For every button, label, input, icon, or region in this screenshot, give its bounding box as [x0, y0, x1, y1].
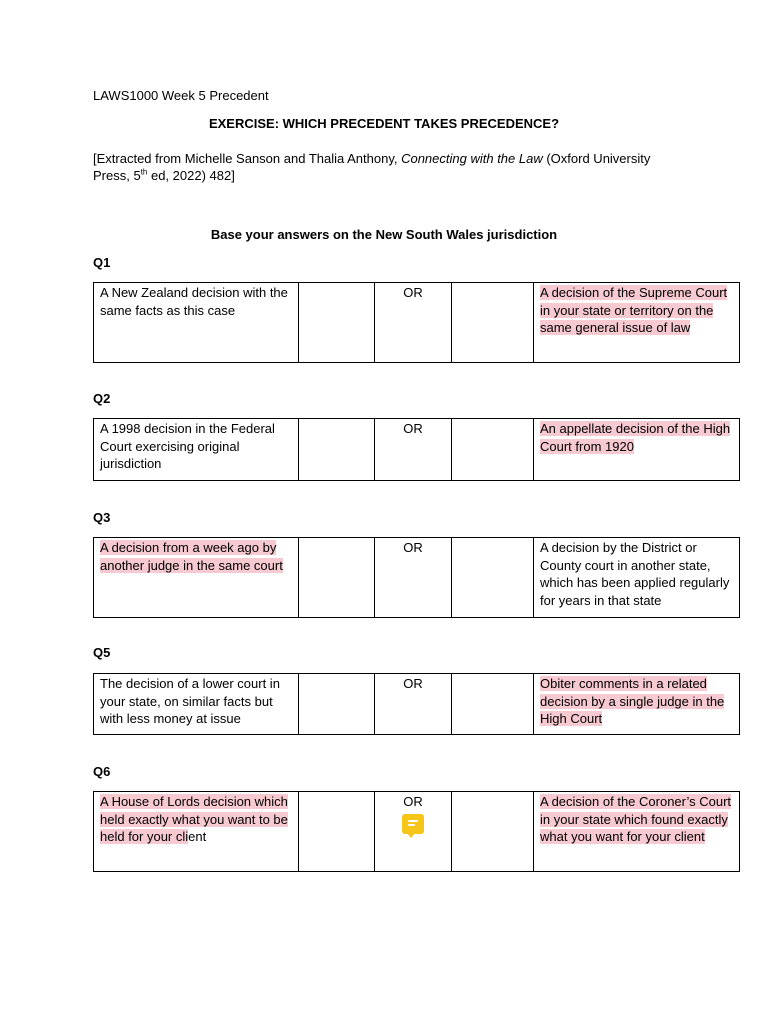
citation-superscript: th [140, 167, 148, 177]
option-right-text: An appellate decision of the High Court from 1920 [540, 421, 731, 454]
answer-cell-left-q1[interactable] [299, 283, 375, 363]
citation [93, 150, 673, 184]
option-right-q2 [534, 419, 740, 481]
option-right-text: A decision of the Coroner’s Court in your state which found exactly what you want for your client [540, 794, 732, 844]
option-right-q6 [534, 792, 740, 872]
citation-part2: (Oxford University Press, 5 [93, 151, 651, 183]
course-line: LAWS1000 Week 5 Precedent [93, 88, 269, 103]
option-right-text: Obiter comments in a related decision by a single judge in the High Court [540, 676, 725, 726]
answer-cell-right-q5[interactable] [452, 674, 534, 735]
answer-cell-right-q1[interactable] [452, 283, 534, 363]
option-right-text: A decision by the District or County court in another state, which has been applied regularly for years in that state [540, 540, 730, 608]
or-cell-q2 [375, 419, 452, 481]
option-left-text: A 1998 decision in the Federal Court exercising original jurisdiction [100, 421, 275, 471]
question-label-q5: Q5 [93, 645, 111, 660]
question-table-q5 [93, 673, 740, 735]
citation-part3: ed, 2022) 482] [147, 168, 235, 183]
question-label-q3: Q3 [93, 510, 111, 525]
answer-cell-right-q3[interactable] [452, 538, 534, 618]
option-left-text: The decision of a lower court in your state, on similar facts but with less money at issue [100, 676, 280, 726]
question-label-q6: Q6 [93, 764, 111, 779]
or-label: OR [403, 676, 423, 691]
instruction: Base your answers on the New South Wales jurisdiction [210, 227, 558, 242]
option-right-q3 [534, 538, 740, 618]
comment-icon[interactable] [402, 814, 424, 834]
or-label: OR [403, 421, 423, 436]
or-label: OR [403, 285, 423, 300]
question-table-q2 [93, 418, 740, 481]
answer-cell-left-q5[interactable] [299, 674, 375, 735]
option-right-q5 [534, 674, 740, 735]
or-cell-q3 [375, 538, 452, 618]
option-left-text: A decision from a week ago by another judge in the same court [100, 540, 283, 573]
question-table-q3 [93, 537, 740, 618]
citation-part1: [Extracted from Michelle Sanson and Thalia Anthony, [93, 151, 402, 166]
question-label-q1: Q1 [93, 255, 111, 270]
option-right-q1 [534, 283, 740, 363]
or-label: OR [403, 794, 423, 809]
option-left-q6 [94, 792, 299, 872]
answer-cell-left-q2[interactable] [299, 419, 375, 481]
option-right-text: A decision of the Supreme Court in your state or territory on the same general issue of law [540, 285, 728, 335]
citation-book-title: Connecting with the Law [401, 151, 543, 166]
or-cell-q1 [375, 283, 452, 363]
option-left-text-plain: ent [188, 829, 207, 844]
answer-cell-left-q6[interactable] [299, 792, 375, 872]
answer-cell-right-q6[interactable] [452, 792, 534, 872]
exercise-title: EXERCISE: WHICH PRECEDENT TAKES PRECEDENCE? [208, 116, 560, 131]
or-cell-q6 [375, 792, 452, 872]
question-label-q2: Q2 [93, 391, 111, 406]
or-label: OR [403, 540, 423, 555]
question-table-q1 [93, 282, 740, 363]
answer-cell-left-q3[interactable] [299, 538, 375, 618]
question-table-q6 [93, 791, 740, 872]
option-left-q1 [94, 283, 299, 363]
option-left-q2 [94, 419, 299, 481]
option-left-text-highlighted: A House of Lords decision which held exactly what you want to be held for your cli [100, 794, 288, 844]
answer-cell-right-q2[interactable] [452, 419, 534, 481]
option-left-text: A New Zealand decision with the same facts as this case [100, 285, 288, 318]
option-left-q3 [94, 538, 299, 618]
option-left-q5 [94, 674, 299, 735]
or-cell-q5 [375, 674, 452, 735]
